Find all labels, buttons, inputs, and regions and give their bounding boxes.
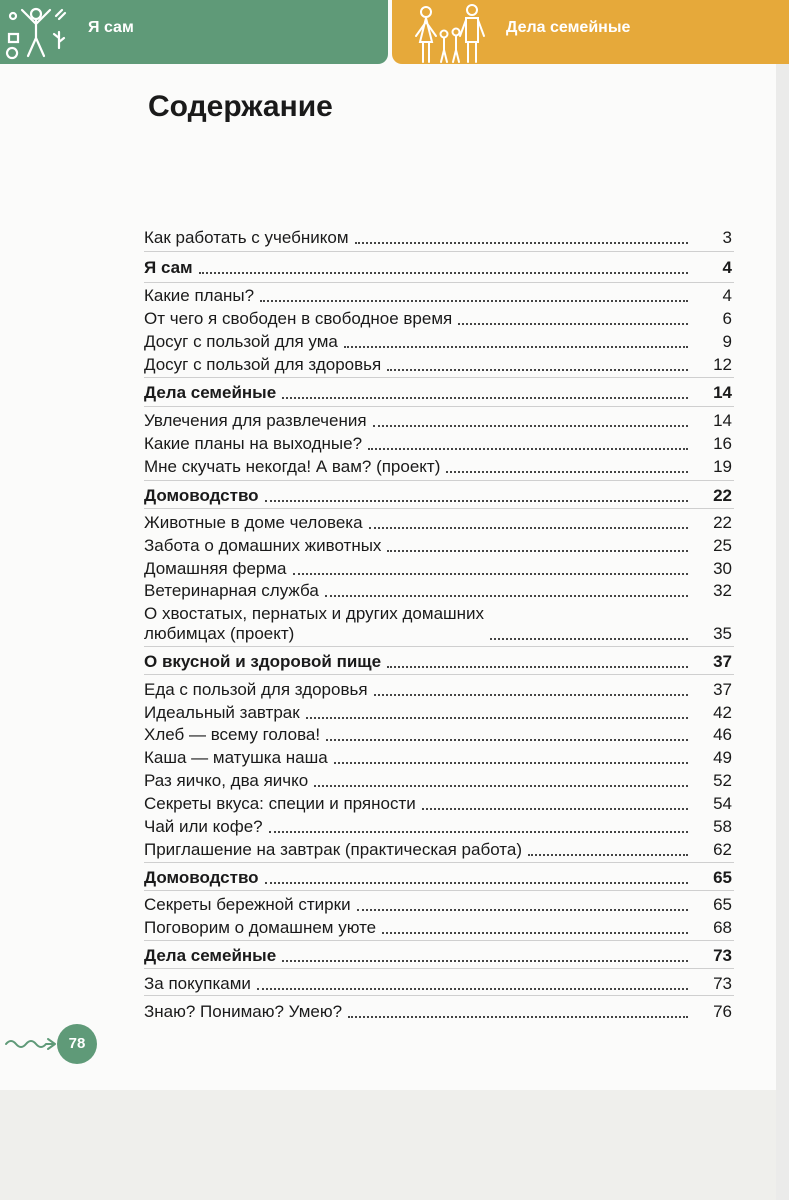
toc-entry-page: 14 <box>713 411 732 430</box>
separator <box>144 646 734 647</box>
toc-section <box>144 648 732 672</box>
toc-entry <box>144 744 732 768</box>
separator <box>144 940 734 941</box>
header-section-left <box>0 0 388 64</box>
dot-leader <box>306 717 688 719</box>
toc-entry-label: Еда с пользой для здоровья <box>144 680 368 699</box>
toc-entry <box>144 598 732 644</box>
page-title: Содержание <box>148 90 333 123</box>
toc-entry-page: 16 <box>713 434 732 453</box>
toc-entry-page: 76 <box>713 1002 732 1021</box>
separator <box>144 968 734 969</box>
toc-section-label: Дела семейные <box>144 383 277 402</box>
separator <box>144 862 734 863</box>
toc-entry-label: Как работать с учебником <box>144 228 349 247</box>
toc-entry-label: Идеальный завтрак <box>144 703 300 722</box>
dot-leader <box>422 808 688 810</box>
toc-entry-page: 35 <box>713 624 732 643</box>
toc-section <box>144 942 732 966</box>
toc-entry <box>144 891 732 915</box>
toc-entry-label: Хлеб — всему голова! <box>144 725 321 744</box>
toc-entry-page: 42 <box>713 703 732 722</box>
toc-entry <box>144 914 732 938</box>
toc-entry-page: 30 <box>713 559 732 578</box>
page-number: 78 <box>57 1024 97 1064</box>
toc-section <box>144 864 732 888</box>
toc-entry-page: 32 <box>713 581 732 600</box>
toc-entry-page: 19 <box>713 457 732 476</box>
toc-entry <box>144 224 732 248</box>
toc-entry-page: 52 <box>713 771 732 790</box>
toc-entry-label <box>144 604 490 644</box>
dot-leader <box>260 300 688 302</box>
toc-section <box>144 254 732 278</box>
toc-entry-label: Какие планы? <box>144 286 255 305</box>
toc-entry <box>144 351 732 375</box>
toc-entry <box>144 676 732 700</box>
toc-entry <box>144 430 732 454</box>
dot-leader <box>458 323 688 325</box>
dot-leader <box>265 500 688 502</box>
toc-entry-label: Домашняя ферма <box>144 559 287 578</box>
toc-entry-label: Каша — матушка наша <box>144 748 328 767</box>
toc-section <box>144 379 732 403</box>
toc-entry-label: Животные в доме человека <box>144 513 363 532</box>
header-right-label: Дела семейные <box>506 19 631 36</box>
toc-entry <box>144 790 732 814</box>
toc-section-page: 14 <box>713 383 732 402</box>
header-section-right <box>392 0 789 64</box>
toc-entry-label: Забота о домашних животных <box>144 536 382 555</box>
toc-entry-label: Секреты бережной стирки <box>144 895 351 914</box>
toc-entry <box>144 407 732 431</box>
toc-entry <box>144 813 732 837</box>
toc-entry-label-line-2: любимцах (проект) <box>144 624 295 643</box>
toc-entry <box>144 970 732 994</box>
toc-entry-page: 6 <box>722 309 732 328</box>
toc-entry-label: Приглашение на завтрак (практическая работа) <box>144 840 522 859</box>
dot-leader <box>357 909 688 911</box>
toc-section-label: Домоводство <box>144 868 259 887</box>
toc-entry-page: 62 <box>713 840 732 859</box>
dot-leader <box>369 527 688 529</box>
dot-leader <box>368 448 688 450</box>
toc-entry-page: 73 <box>713 974 732 993</box>
separator <box>144 251 734 252</box>
family-icon <box>414 2 488 64</box>
dot-leader <box>257 988 688 990</box>
toc-entry <box>144 555 732 579</box>
dot-leader <box>528 854 688 856</box>
dot-leader <box>282 960 688 962</box>
toc-entry <box>144 721 732 745</box>
dot-leader <box>282 397 688 399</box>
dot-leader <box>326 739 688 741</box>
toc-entry-page: 37 <box>713 680 732 699</box>
toc-section-page: 37 <box>713 652 732 671</box>
toc-entry <box>144 282 732 306</box>
dot-leader <box>334 762 688 764</box>
toc-entry-label: Знаю? Понимаю? Умею? <box>144 1002 343 1021</box>
toc-section-page: 22 <box>713 486 732 505</box>
toc-section <box>144 482 732 506</box>
toc-entry-label: Досуг с пользой для ума <box>144 332 338 351</box>
toc-entry-page: 65 <box>713 895 732 914</box>
dot-leader <box>387 550 688 552</box>
dot-leader <box>314 785 688 787</box>
dot-leader <box>387 369 688 371</box>
toc-entry-page: 4 <box>722 286 732 305</box>
separator <box>144 674 734 675</box>
dot-leader <box>382 932 688 934</box>
toc-entry <box>144 532 732 556</box>
toc-section-label: Дела семейные <box>144 946 277 965</box>
toc-entry-label: От чего я свободен в свободное время <box>144 309 453 328</box>
toc-entry-label: Мне скучать некогда! А вам? (проект) <box>144 457 441 476</box>
toc-entry-page: 68 <box>713 918 732 937</box>
dot-leader <box>344 346 688 348</box>
dot-leader <box>373 425 688 427</box>
toc-entry <box>144 998 732 1022</box>
toc-entry-label: Раз яичко, два яичко <box>144 771 309 790</box>
toc-entry <box>144 305 732 329</box>
toc-entry-label: Поговорим о домашнем уюте <box>144 918 377 937</box>
toc-entry <box>144 328 732 352</box>
toc-entry-page: 25 <box>713 536 732 555</box>
toc-entry-page: 22 <box>713 513 732 532</box>
toc-entry-page: 54 <box>713 794 732 813</box>
scan-margin <box>0 1090 776 1200</box>
toc-entry <box>144 836 732 860</box>
dot-leader <box>355 242 688 244</box>
toc-entry <box>144 699 732 723</box>
dot-leader <box>199 272 688 274</box>
toc-entry-label-line-1: О хвостатых, пернатых и других домашних <box>144 604 485 623</box>
toc-entry-page: 46 <box>713 725 732 744</box>
toc-entry-label: Секреты вкуса: специи и пряности <box>144 794 416 813</box>
page-edge <box>776 0 789 1200</box>
header-left-label: Я сам <box>88 19 134 36</box>
separator <box>144 995 734 996</box>
toc-entry-page: 49 <box>713 748 732 767</box>
toc-entry-page: 12 <box>713 355 732 374</box>
toc-section-page: 65 <box>713 868 732 887</box>
dot-leader <box>490 638 688 640</box>
toc-entry-label: За покупками <box>144 974 251 993</box>
dot-leader <box>293 573 689 575</box>
dot-leader <box>265 882 688 884</box>
toc-section-page: 4 <box>722 258 732 277</box>
toc-section-label: Домоводство <box>144 486 259 505</box>
toc-entry-label: Досуг с пользой для здоровья <box>144 355 382 374</box>
toc-entry <box>144 767 732 791</box>
separator <box>144 480 734 481</box>
separator <box>144 377 734 378</box>
toc-entry-page: 3 <box>722 228 732 247</box>
toc-entry-label: Чай или кофе? <box>144 817 263 836</box>
dot-leader <box>387 666 688 668</box>
toc-entry-label: Какие планы на выходные? <box>144 434 363 453</box>
dot-leader <box>269 831 688 833</box>
dot-leader <box>348 1016 688 1018</box>
person-cheering-icon <box>4 4 68 60</box>
toc-entry-page: 9 <box>722 332 732 351</box>
toc-entry-label: Увлечения для развлечения <box>144 411 367 430</box>
wavy-arrow-icon <box>4 1034 58 1054</box>
toc-section-page: 73 <box>713 946 732 965</box>
dot-leader <box>374 694 688 696</box>
toc-section-label: Я сам <box>144 258 193 277</box>
toc-entry-label: Ветеринарная служба <box>144 581 319 600</box>
toc-entry-page: 58 <box>713 817 732 836</box>
dot-leader <box>325 595 688 597</box>
toc-entry <box>144 509 732 533</box>
toc-section-label: О вкусной и здоровой пище <box>144 652 382 671</box>
dot-leader <box>446 471 688 473</box>
toc-entry <box>144 453 732 477</box>
